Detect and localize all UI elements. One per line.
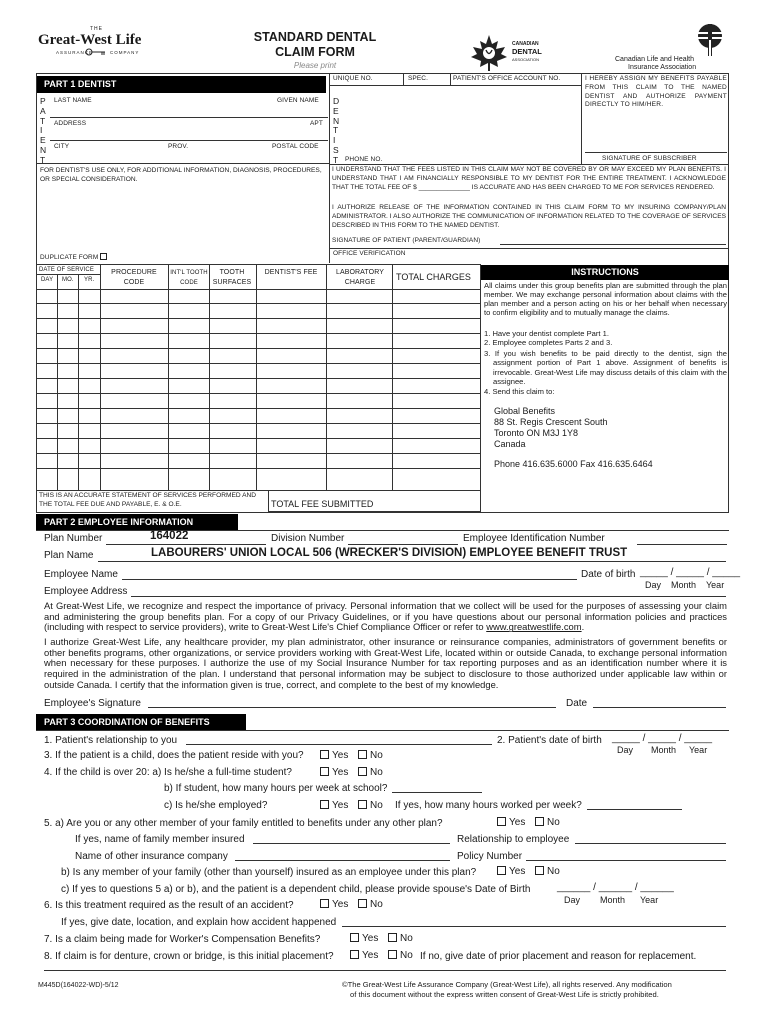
last-name-label: LAST NAME: [54, 97, 92, 104]
q5a-yes[interactable]: Yes: [497, 817, 525, 828]
total-charges-input[interactable]: [393, 290, 479, 489]
day-header: DAY: [41, 277, 54, 283]
clhia-line2: Insurance Association: [628, 64, 697, 71]
accident-details-input[interactable]: [342, 926, 726, 927]
maple-leaf-icon: [468, 33, 510, 73]
authorization-text: I authorize Great-West Life, any healthcare provider, my plan administrator, other insurance or reinsurance companies, administrators of government benefits or other benefits programs, other organizations, or service providers working with Great-West Life, located within or outside Canada, to exchange personal information when necessary for these purposes. I authorize the use of my Social Insurance Number for tax reporting purposes and as an identification number where it is required in the administration of the plan. I understand that personal information may be subject to disclosure to those authorized under applicable law within or outside Canada. I certify that the information given is true, correct, and complete to the best of my knowledge.: [44, 636, 727, 690]
q5c-spouse-dob: c) If yes to questions 5 a) or b), and the patient is a dependent child, please provide spouse's Date of Birth: [61, 884, 531, 895]
employee-name-label: Employee Name: [44, 569, 118, 580]
q4c-no-checkbox[interactable]: [358, 800, 367, 809]
spouse-dob-year: Year: [640, 895, 659, 905]
cda-line1: CANADIAN: [512, 41, 539, 47]
prov-label: PROV.: [168, 143, 189, 150]
q5a-no-checkbox[interactable]: [535, 817, 544, 826]
instructions-step-4: 4. Send this claim to:: [484, 387, 555, 396]
address-label: ADDRESS: [54, 120, 87, 127]
q5-relationship-input[interactable]: [575, 843, 726, 844]
form-title-line1: STANDARD DENTAL: [253, 30, 377, 44]
signature-subscriber-label: SIGNATURE OF SUBSCRIBER: [602, 155, 697, 162]
privacy-link[interactable]: www.greatwestlife.com: [486, 621, 582, 633]
logo-the: THE: [90, 26, 103, 32]
instructions-intro: All claims under this group benefits plan are submitted through the plan member. We may exchange personal information about claims with the plan member and a person acting on his or her behalf when necessary to confirm eligibility and to mutually manage the claims.: [484, 281, 727, 317]
q4-student: 4. If the child is over 20: a) Is he/she a full-time student?: [44, 767, 292, 778]
total-charges-header: TOTAL CHARGES: [396, 272, 471, 282]
q5b-no-checkbox[interactable]: [535, 866, 544, 875]
q5b-family-insured: b) Is any member of your family (other than yourself) insured as an employee under this plan?: [61, 867, 477, 878]
privacy-text: At Great-West Life, we recognize and respect the importance of privacy. Personal information that we collect will be used for the purposes of assessing your claim and administering the group benefits plan. For a copy of our Privacy Guidelines, or if you have questions about our personal information policies and practices (including with respect to service providers), write to Great-West Life's Chief Compliance Officer or refer to www.greatwestlife.com.: [44, 600, 727, 633]
key-icon: [85, 47, 107, 57]
q6-no[interactable]: No: [358, 899, 383, 910]
q5a-other-plan: 5. a) Are you or any other member of your family entitled to benefits under any other plan?: [44, 818, 443, 829]
spouse-dob-blanks[interactable]: ______ / ______ / ______: [557, 882, 674, 893]
please-print: Please print: [293, 61, 337, 70]
employee-name-input[interactable]: [122, 579, 577, 580]
q5b-yes[interactable]: Yes: [497, 866, 525, 877]
q6-accident: 6. Is this treatment required as the result of an accident?: [44, 900, 294, 911]
insurance-company-input[interactable]: [235, 860, 450, 861]
office-verification-label: OFFICE VERIFICATION: [333, 250, 406, 257]
instructions-step-3: 3. If you wish benefits to be paid directly to the dentist, sign the assignment portion of Part 1 above. Assignment of benefits is irrevocable. Great-West Life may discuss details of this claim with the assignee.: [484, 349, 727, 386]
clhia-logo-icon: [690, 22, 730, 58]
address-line1: Global Benefits: [494, 406, 556, 416]
dentist-use-text: FOR DENTIST'S USE ONLY, FOR ADDITIONAL INFORMATION, DIAGNOSIS, PROCEDURES, OR SPECIAL CONSIDERATION.: [40, 167, 322, 183]
q5-insurance-company: Name of other insurance company: [75, 851, 228, 862]
q4c-no[interactable]: No: [358, 800, 383, 811]
patient-letters: P A T I E N T: [40, 96, 47, 165]
phone-no-label: PHONE NO.: [345, 156, 383, 163]
logo-company: COMPANY: [110, 50, 140, 55]
dob-year-label: Year: [706, 580, 725, 590]
q5a-yes-checkbox[interactable]: [497, 817, 506, 826]
instructions-header: INSTRUCTIONS: [481, 265, 729, 280]
address-line2: 88 St. Regis Crescent South: [494, 417, 608, 427]
mo-header: MO.: [62, 277, 74, 283]
assignment-text: I HEREBY ASSIGN MY BENEFITS PAYABLE FROM THIS CLAIM TO THE NAMED DENTIST AND AUTHORIZE PAYMENT DIRECTLY TO HIM/HER.: [585, 75, 727, 109]
dentist-fee-header: DENTIST'S FEE: [264, 269, 318, 276]
date-of-service-header: DATE OF SERVICE: [39, 267, 94, 273]
phone-fax: Phone 416.635.6000 Fax 416.635.6464: [494, 459, 653, 469]
date-of-birth-label: Date of birth: [581, 569, 636, 580]
division-number-label: Division Number: [271, 533, 345, 544]
clhia-line1: Canadian Life and Health: [615, 56, 695, 63]
q8-prior-placement: If no, give date of prior placement and reason for replacement.: [420, 951, 697, 962]
accurate-statement: THIS IS AN ACCURATE STATEMENT OF SERVICES PERFORMED AND THE TOTAL FEE DUE AND PAYABLE, E. & O.E.: [39, 492, 257, 508]
signature-date-input[interactable]: [593, 707, 726, 708]
family-member-input[interactable]: [253, 843, 450, 844]
laboratory-charge-header: LABORATORY CHARGE: [335, 269, 385, 286]
logo-assurance: ASSURANCE: [56, 50, 94, 55]
q1-relationship: 1. Patient's relationship to you: [44, 735, 178, 746]
q7-yes[interactable]: Yes: [350, 933, 378, 944]
relationship-input[interactable]: [186, 744, 492, 745]
q4c-hours-worked: If yes, how many hours worked per week?: [395, 800, 582, 811]
hours-worked-input[interactable]: [587, 809, 682, 810]
q8-no[interactable]: No: [388, 950, 413, 961]
q4b-hours-school: b) If student, how many hours per week at school?: [164, 783, 388, 794]
q4a-yes-checkbox[interactable]: [320, 767, 329, 776]
tooth-surfaces-header: TOOTH SURFACES: [212, 269, 252, 286]
q4c-yes-checkbox[interactable]: [320, 800, 329, 809]
copyright-line1: ©The Great-West Life Assurance Company (Great-West Life), all rights reserved. Any modification: [342, 980, 672, 989]
plan-name-value[interactable]: LABOURERS' UNION LOCAL 506 (WRECKER'S DIVISION) EMPLOYEE BENEFIT TRUST: [151, 547, 628, 559]
q8-denture: 8. If claim is for denture, crown or bridge, is this initial placement?: [44, 951, 334, 962]
q4a-no[interactable]: No: [358, 767, 383, 778]
q4c-yes[interactable]: Yes: [320, 800, 348, 811]
spouse-dob-day: Day: [564, 895, 581, 905]
patient-dob-blanks[interactable]: _____ / _____ / _____: [612, 733, 713, 744]
employee-address-input[interactable]: [131, 596, 726, 597]
q6-yes-checkbox[interactable]: [320, 899, 329, 908]
part2-header: PART 2 EMPLOYEE INFORMATION: [36, 514, 238, 530]
q3-no-checkbox[interactable]: [358, 750, 367, 759]
plan-number-value[interactable]: 164022: [150, 530, 189, 542]
patient-dob-day: Day: [617, 745, 634, 755]
apt-label: APT: [310, 120, 323, 127]
dentist-letters: D E N T I S T: [333, 96, 340, 165]
cda-line2: DENTAL: [512, 47, 542, 56]
patient-dob-year: Year: [689, 745, 708, 755]
patient-dob-month: Month: [651, 745, 677, 755]
yr-header: YR.: [84, 277, 95, 283]
q6-no-checkbox[interactable]: [358, 899, 367, 908]
q6-yes[interactable]: Yes: [320, 899, 348, 910]
spec-label: SPEC.: [408, 75, 429, 82]
q4a-no-checkbox[interactable]: [358, 767, 367, 776]
q3-no[interactable]: No: [358, 750, 383, 761]
understand-text-1: I UNDERSTAND THAT THE FEES LISTED IN THIS CLAIM MAY NOT BE COVERED BY OR MAY EXCEED MY PLAN BENEFITS. I UNDERSTAND THAT I AM FINANCIALLY RESPONSIBLE TO MY DENTIST FOR THE ENTIRE TREATMENT. I ACKNOWLEDGE THAT THE TOTAL FEE OF $ ______________ IS ACCURATE AND HAS BEEN CHARGED TO ME FOR SERVICES RENDERED.: [332, 166, 726, 191]
form-code: M445D(164022-WD)-5/12: [38, 982, 119, 989]
instructions-step-1: 1. Have your dentist complete Part 1.: [484, 329, 609, 338]
q5-family-member-name: If yes, name of family member insured: [75, 834, 245, 845]
policy-number-input[interactable]: [526, 860, 726, 861]
unique-no-label: UNIQUE NO.: [333, 75, 373, 82]
part1-header: PART 1 DENTIST: [36, 76, 326, 93]
q7-no[interactable]: No: [388, 933, 413, 944]
q5-relationship: Relationship to employee: [457, 834, 570, 845]
dob-month-label: Month: [671, 580, 697, 590]
given-name-label: GIVEN NAME: [277, 97, 319, 104]
instructions-step-2: 2. Employee completes Parts 2 and 3.: [484, 338, 613, 347]
q8-yes-checkbox[interactable]: [350, 950, 359, 959]
hours-school-input[interactable]: [392, 792, 482, 793]
logo-great-west-life: Great-West Life: [38, 32, 142, 48]
signature-date-label: Date: [566, 698, 588, 709]
understand-text-2: I AUTHORIZE RELEASE OF THE INFORMATION CONTAINED IN THIS CLAIM FORM TO MY INSURING COMPANY/PLAN ADMINISTRATOR. I ALSO AUTHORIZE THE COMMUNICATION OF INFORMATION RELATED TO THE COVERAGE OF SERVICES DESCRIBED IN THIS FORM TO THE NAMED DENTIST.: [332, 204, 726, 229]
signature-patient-label: SIGNATURE OF PATIENT (PARENT/GUARDIAN): [332, 237, 481, 244]
q7-workers-comp: 7. Is a claim being made for Worker's Compensation Benefits?: [44, 934, 321, 945]
q5a-no[interactable]: No: [535, 817, 560, 828]
employee-signature-input[interactable]: [148, 707, 556, 708]
q7-yes-checkbox[interactable]: [350, 933, 359, 942]
prior-placement-input[interactable]: [44, 970, 726, 971]
total-fee-submitted-label: TOTAL FEE SUBMITTED: [271, 499, 374, 509]
employee-signature-label: Employee's Signature: [44, 698, 141, 709]
q6-accident-details: If yes, give date, location, and explain how accident happened: [61, 917, 337, 928]
q2-patient-dob: 2. Patient's date of birth: [497, 735, 602, 746]
dob-day-label: Day: [645, 580, 662, 590]
plan-number-label: Plan Number: [44, 533, 103, 544]
copyright-line2: of this document without the express written consent of Great-West Life is strictly prohibited.: [350, 990, 659, 999]
q3-yes-checkbox[interactable]: [320, 750, 329, 759]
city-label: CITY: [54, 143, 70, 150]
q3-reside: 3. If the patient is a child, does the patient reside with you?: [44, 750, 304, 761]
employee-address-label: Employee Address: [44, 586, 128, 597]
address-line4: Canada: [494, 439, 526, 449]
part3-header: PART 3 COORDINATION OF BENEFITS: [36, 714, 246, 730]
office-account-label: PATIENT'S OFFICE ACCOUNT NO.: [453, 75, 561, 82]
duplicate-form-label: DUPLICATE FORM: [40, 253, 110, 261]
q5b-yes-checkbox[interactable]: [497, 866, 506, 875]
q3-yes[interactable]: Yes: [320, 750, 348, 761]
q8-no-checkbox[interactable]: [388, 950, 397, 959]
q4c-employed: c) Is he/she employed?: [164, 800, 268, 811]
intl-tooth-code-header: INT'L TOOTH CODE: [170, 270, 208, 286]
dob-blanks[interactable]: _____ / _____ / _____: [640, 567, 741, 578]
plan-name-label: Plan Name: [44, 550, 94, 561]
procedure-code-header: PROCEDURE CODE: [111, 269, 157, 286]
q8-yes[interactable]: Yes: [350, 950, 378, 961]
duplicate-form-checkbox[interactable]: [100, 253, 107, 260]
address-line3: Toronto ON M3J 1Y8: [494, 428, 579, 438]
cda-line3: ASSOCIATION: [512, 57, 540, 62]
q5b-no[interactable]: No: [535, 866, 560, 877]
q5-policy-number: Policy Number: [457, 851, 523, 862]
postal-code-label: POSTAL CODE: [272, 143, 319, 150]
employee-id-input[interactable]: [637, 544, 727, 545]
employee-id-label: Employee Identification Number: [463, 533, 605, 544]
division-number-input[interactable]: [348, 544, 458, 545]
q4a-yes[interactable]: Yes: [320, 767, 348, 778]
q7-no-checkbox[interactable]: [388, 933, 397, 942]
spouse-dob-month: Month: [600, 895, 626, 905]
form-title-line2: CLAIM FORM: [275, 45, 355, 59]
